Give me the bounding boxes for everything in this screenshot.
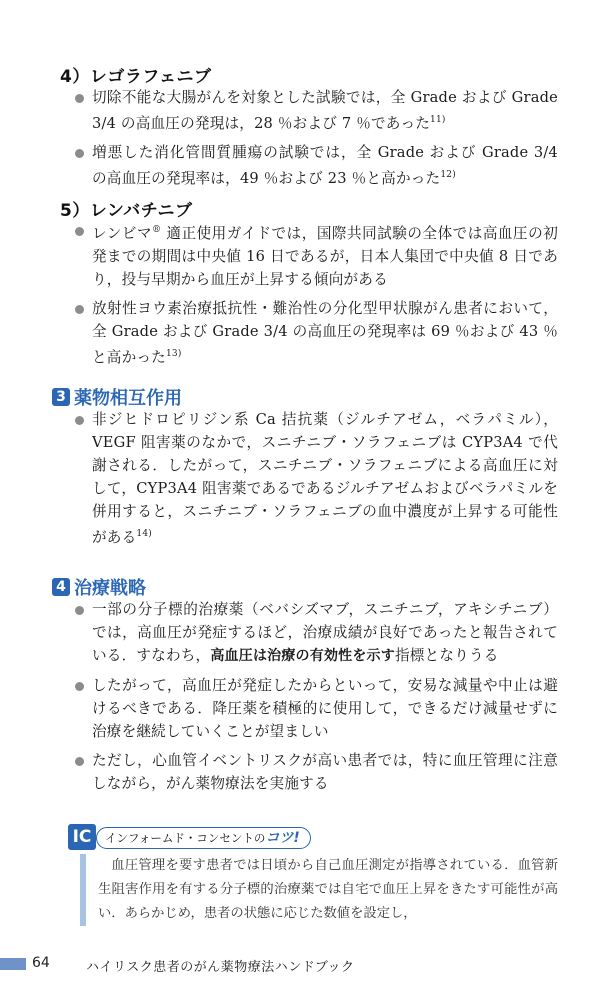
running-title: ハイリスク患者のがん薬物療法ハンドブック	[86, 960, 355, 975]
ic-badge-icon: IC	[68, 824, 96, 850]
ic-kotsu-text: コツ!	[265, 830, 300, 846]
section-heading-treatment-strategy	[52, 574, 146, 600]
drug-interaction-bullets	[74, 408, 558, 555]
bullet-text: レンビマ	[92, 224, 153, 242]
footer-accent-bar	[0, 958, 26, 970]
ic-body-text: 血圧管理を要す患者では日頃から自己血圧測定が指導されている．血管新生阻害作用を有する分子標的治療薬では自宅で血圧上昇をきたす可能性が高い．あらかじめ，患者の状態に応じた数値を設定し，	[98, 858, 558, 921]
ic-accent-bar	[80, 854, 86, 926]
section-title: 治療戦略	[74, 578, 146, 599]
bullet-text: 切除不能な大腸がんを対象とした試験では，全 Grade および Grade 3/4 の高血圧の発現は，28 ％および 7 ％であった	[92, 89, 558, 132]
bullet-text: 非ジヒドロピリジン系 Ca 拮抗薬（ジルチアゼム，ベラパミル），VEGF 阻害薬のなかで，スニチニブ・ソラフェニブは CYP3A4 で代謝される．したがって，スニチニブ・ソラフェニブによる高血圧に対して，CYP3A4 阻害薬であるであるジルチアゼムおよびベラパミルを併用すると，スニチニブ・ソラフェニブの血中濃度が上昇する可能性がある	[92, 411, 558, 546]
emphasis-text: 高血圧は治療の有効性を示す	[210, 648, 395, 664]
reference-mark: 12)	[440, 169, 456, 180]
bullet-item	[74, 674, 558, 743]
reference-mark: 14)	[136, 529, 152, 539]
subheading-regorafenib: 4）レゴラフェニブ	[60, 67, 212, 87]
ic-label-text: インフォームド・コンセントの	[105, 831, 266, 845]
bullet-item	[74, 86, 558, 135]
reference-mark: 13)	[165, 348, 182, 359]
bullet-text: したがって，高血圧が発症したからといって，安易な減量や中止は避けるべきである．降圧薬を積極的に使用して，できるだけ減量せずに治療を継続していくことが望ましい	[92, 677, 558, 740]
bullet-item	[74, 297, 558, 369]
subheading-lenvatinib: 5）レンバチニブ	[60, 201, 193, 221]
bullet-text: 増悪した消化管間質腫瘍の試験では，全 Grade および Grade 3/4 の高血圧の発現率は，49 ％および 23 ％と高かった	[92, 143, 558, 187]
bullet-text: ただし，心血管イベントリスクが高い患者では，特に血圧管理に注意しながら，がん薬物療法を実施する	[92, 752, 558, 792]
registered-mark: ®	[152, 225, 162, 235]
ic-label	[96, 827, 311, 849]
section-number-badge: 3	[52, 388, 70, 406]
informed-consent-tip-box	[68, 824, 558, 934]
bullet-text: 指標となりうる	[394, 647, 499, 664]
bullet-text: 放射性ヨウ素治療抵抗性・難治性の分化型甲状腺がん患者において，全 Grade および Grade 3/4 の高血圧の発現率は 69 ％および 43 ％と高かった	[92, 299, 558, 366]
bullet-text: 適正使用ガイドでは，国際共同試験の全体では高血圧の初発までの期間は中央値 16 日であるが，日本人集団で中央値 8 日であり，投与早期から血圧が上昇する傾向がある	[92, 224, 559, 288]
regorafenib-bullets	[74, 86, 558, 196]
section-heading-drug-interaction	[52, 384, 182, 410]
bullet-item	[74, 219, 558, 291]
treatment-strategy-bullets	[74, 598, 558, 801]
bullet-item	[74, 598, 558, 668]
page-number: 64	[32, 955, 50, 971]
bullet-item	[74, 749, 558, 795]
section-title: 薬物相互作用	[74, 388, 182, 409]
lenvatinib-bullets	[74, 219, 558, 375]
section-number-badge: 4	[52, 578, 70, 596]
bullet-item	[74, 141, 558, 190]
bullet-item	[74, 408, 558, 549]
bullet-text: 一部の分子標的治療薬（ベバシズマブ，スニチニブ，アキシチニブ）では，高血圧が発症するほど，治療成績が良好であったと報告されている．すなわち，	[92, 601, 558, 664]
reference-mark: 11)	[430, 115, 446, 125]
